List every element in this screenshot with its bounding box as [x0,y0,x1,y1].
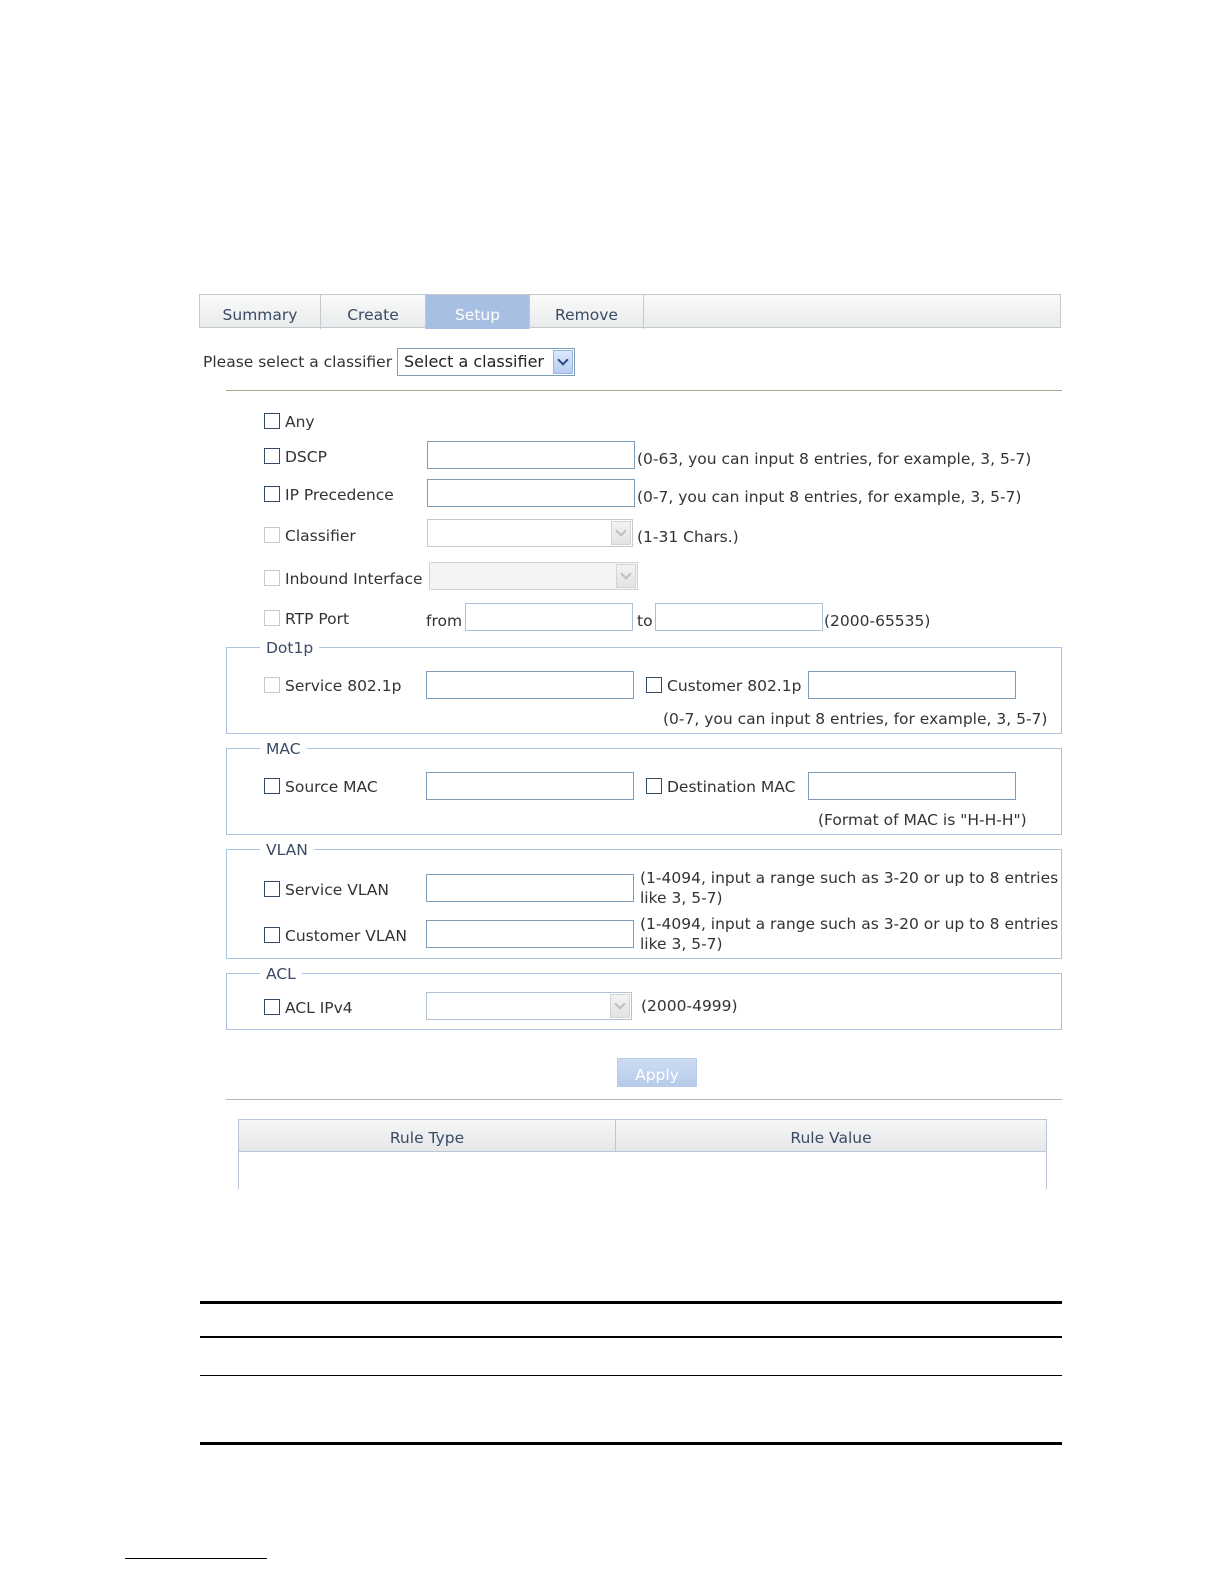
dropdown-button [611,521,631,545]
dot1p-legend: Dot1p [260,638,319,658]
service-8021p-checkbox[interactable] [264,677,280,693]
service-8021p-input[interactable] [426,671,634,699]
customer-vlan-label: Customer VLAN [285,927,408,945]
chevron-down-icon [615,525,626,536]
dscp-hint: (0-63, you can input 8 entries, for example, 3, 5-7) [637,450,1032,468]
table-rule-header [200,1336,1062,1338]
rtp-port-checkbox[interactable] [264,610,280,626]
dscp-label: DSCP [285,448,327,466]
mac-hint: (Format of MAC is "H-H-H") [818,811,1027,829]
service-vlan-hint-line2: like 3, 5-7) [640,889,723,907]
rtp-to-label: to [637,612,653,630]
classifier-select-label: Please select a classifier [203,353,393,371]
rtp-port-hint: (2000-65535) [824,612,931,630]
tab-create[interactable]: Create [321,295,426,329]
source-mac-checkbox[interactable] [264,778,280,794]
dscp-input[interactable] [427,441,635,469]
ip-precedence-label: IP Precedence [285,486,394,504]
column-header-rule-type: Rule Type [239,1120,616,1152]
acl-hint: (2000-4999) [641,997,738,1015]
service-vlan-hint-line1: (1-4094, input a range such as 3-20 or up to 8 entries [640,869,1059,887]
tab-summary[interactable]: Summary [200,295,321,329]
dscp-checkbox[interactable] [264,448,280,464]
source-mac-label: Source MAC [285,778,378,796]
dropdown-button[interactable] [553,350,573,374]
table-rule-row [200,1375,1062,1376]
rtp-port-label: RTP Port [285,610,350,628]
ip-precedence-input[interactable] [427,479,635,507]
chevron-down-icon [614,998,625,1009]
classifier-label: Classifier [285,527,356,545]
service-8021p-label: Service 802.1p [285,677,402,695]
dropdown-button [616,564,636,588]
column-header-rule-value: Rule Value [616,1120,1046,1152]
ip-precedence-hint: (0-7, you can input 8 entries, for example, 3, 5-7) [637,488,1022,506]
classifier-select[interactable] [397,348,575,376]
destination-mac-input[interactable] [808,772,1016,800]
rule-table [238,1119,1047,1189]
destination-mac-checkbox[interactable] [646,778,662,794]
table-rule-top [200,1301,1062,1304]
any-checkbox[interactable] [264,413,280,429]
customer-8021p-input[interactable] [808,671,1016,699]
rtp-from-input[interactable] [465,603,633,631]
acl-ipv4-label: ACL IPv4 [285,999,353,1017]
acl-legend: ACL [260,964,302,984]
customer-8021p-checkbox[interactable] [646,677,662,693]
rtp-from-label: from [426,612,463,630]
footnote-rule [125,1558,267,1559]
vlan-legend: VLAN [260,840,314,860]
dropdown-button [610,994,630,1018]
acl-ipv4-checkbox[interactable] [264,999,280,1015]
mac-legend: MAC [260,739,307,759]
classifier-hint: (1-31 Chars.) [637,528,739,546]
customer-vlan-input[interactable] [426,920,634,948]
table-rule-bottom [200,1442,1062,1445]
inbound-interface-checkbox[interactable] [264,570,280,586]
chevron-down-icon [620,568,631,579]
chevron-down-icon [557,354,568,365]
rtp-to-input[interactable] [655,603,823,631]
tab-setup[interactable]: Setup [426,295,530,329]
acl-ipv4-dropdown[interactable] [426,992,632,1020]
ip-precedence-checkbox[interactable] [264,486,280,502]
apply-button[interactable]: Apply [617,1058,697,1087]
destination-mac-label: Destination MAC [667,778,796,796]
service-vlan-label: Service VLAN [285,881,390,899]
classifier-select-value: Select a classifier [404,352,544,371]
customer-vlan-hint-line2: like 3, 5-7) [640,935,723,953]
tab-bar [199,294,1061,328]
customer-vlan-hint-line1: (1-4094, input a range such as 3-20 or up to 8 entries [640,915,1059,933]
any-label: Any [285,413,315,431]
source-mac-input[interactable] [426,772,634,800]
divider [226,390,1062,391]
customer-vlan-checkbox[interactable] [264,927,280,943]
inbound-interface-dropdown[interactable] [429,562,638,590]
tab-remove[interactable]: Remove [530,295,644,329]
service-vlan-checkbox[interactable] [264,881,280,897]
customer-8021p-label: Customer 802.1p [667,677,802,695]
classifier-dropdown[interactable] [427,519,633,547]
classifier-checkbox[interactable] [264,527,280,543]
dot1p-hint: (0-7, you can input 8 entries, for example, 3, 5-7) [663,710,1048,728]
inbound-interface-label: Inbound Interface [285,570,423,588]
divider [226,1099,1062,1100]
service-vlan-input[interactable] [426,874,634,902]
